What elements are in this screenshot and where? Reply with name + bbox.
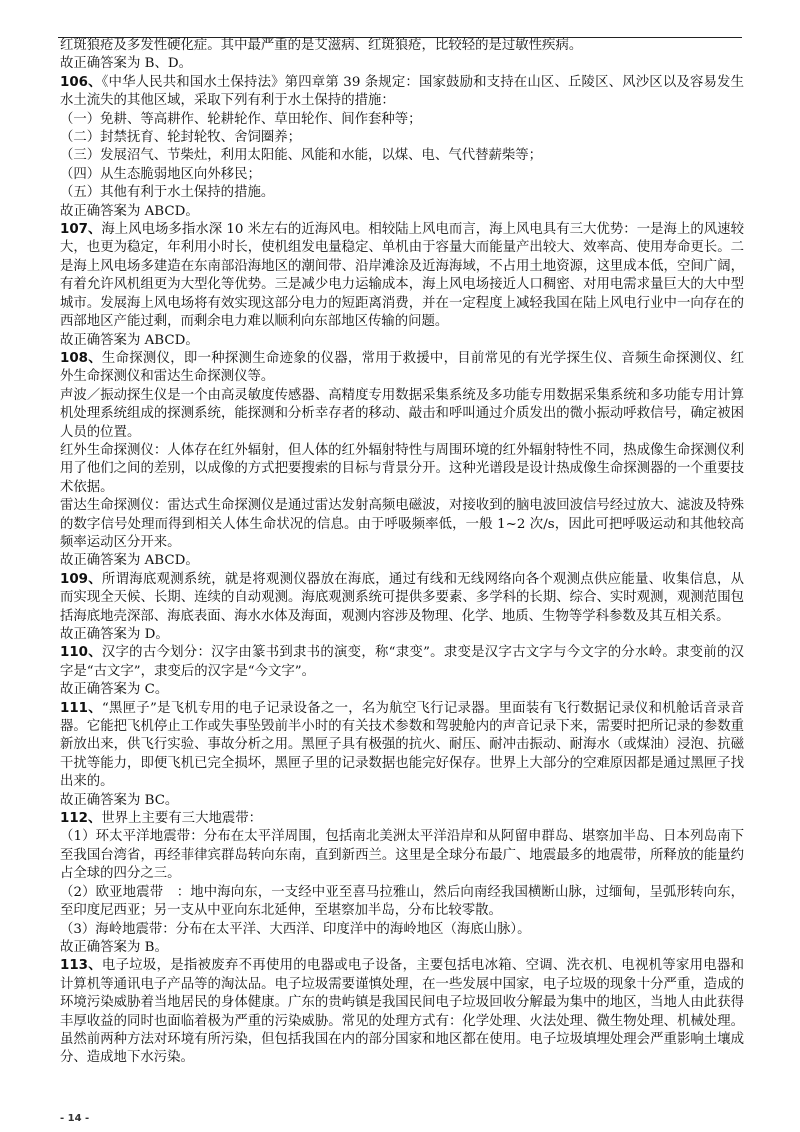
answer-line: 故正确答案为 D。 [60, 627, 169, 642]
question-body: 世界上主要有三大地震带： [101, 811, 263, 827]
question-text [60, 957, 744, 1067]
question-number: 112、 [60, 811, 102, 827]
question-text [60, 74, 744, 111]
question-text [60, 810, 744, 828]
question-number: 110、 [60, 645, 102, 661]
question-body: 《中华人民共和国水土保持法》第四章第 39 条规定：国家鼓励和支持在山区、丘陵区、风沙区以及容易发生水土流失的其他区域，采取下列有利于水土保持的措施： [60, 74, 744, 109]
explanation-paragraph: 雷达生命探测仪：雷达式生命探测仪是通过雷达发射高频电磁波，对接收到的脑电波回波信号经过放大、滤波及特殊的数字信号处理而得到相关人体生命状况的信息。由于呼吸频率低，一般 1~2 次/s，因此可把呼吸运动和其他较高频率运动区分开来。 [60, 498, 744, 550]
explanation-paragraph: （2）欧亚地震带 ：地中海向东，一支经中亚至喜马拉雅山，然后向南经我国横断山脉，过缅甸，呈弧形转向东，至印度尼西亚；另一支从中亚向东北延伸，至堪察加半岛，分布比较零散。 [60, 884, 744, 919]
continuation-answer: 故正确答案为 B、D。 [60, 56, 192, 72]
question-block [60, 700, 744, 810]
answer-line: 故正确答案为 BC。 [60, 792, 179, 808]
explanation-paragraph: （四）从生态脆弱地区向外移民； [60, 166, 261, 182]
question-number: 111、 [60, 700, 102, 716]
question-block [60, 221, 744, 350]
question-text [60, 350, 744, 387]
answer-line: 故正确答案为 ABCD。 [60, 203, 199, 219]
question-body: 海上风电场多指水深 10 米左右的近海风电。相较陆上风电而言，海上风电具有三大优势：一是海上的风速较大，也更为稳定，年利用小时长，使机组发电量稳定、单机由于容量大而能量产出较大、效率高、使用寿命更长。二是海上风电场多建造在东南部沿海地区的潮间带、沿岸滩涂及近海海域，不占用土地资源，这里成本低，空间广阔，有着允许风机组更为大型化等优势。三是减少电力运输成本，海上风电场接近人口稠密、对用电需求量巨大的大中型城市。发展海上风电场将有效实现这部分电力的短距离消费，并在一定程度上减轻我国在陆上风电行业中一向存在的西部地区产能过剩，而剩余电力难以顺利向东部地区传输的问题。 [60, 222, 744, 330]
answer-line: 故正确答案为 C。 [60, 682, 169, 698]
question-text [60, 700, 744, 792]
question-text [60, 221, 744, 331]
page-number: - 14 - [60, 1113, 90, 1124]
question-body: 所谓海底观测系统，就是将观测仪器放在海底，通过有线和无线网络向各个观测点供应能量、收集信息，从而实现全天候、长期、连续的自动观测。海底观测系统可提供多要素、多学科的长期、综合、实时观测，观测范围包括海底地壳深部、海底表面、海水水体及海面，观测内容涉及物理、化学、地质、生物等学科参数及其互相关系。 [60, 571, 745, 624]
explanation-paragraph: （二）封禁抚育、轮封轮牧、舍饲圈养； [60, 130, 302, 146]
explanation-paragraph: （3）海岭地震带：分布在太平洋、大西洋、印度洋中的海岭地区（海底山脉）。 [60, 921, 531, 937]
answer-line: 故正确答案为 ABCD。 [60, 332, 199, 348]
explanation-paragraph: （一）免耕、等高耕作、轮耕轮作、草田轮作、间作套种等； [60, 111, 422, 127]
answer-line: 故正确答案为 ABCD。 [60, 553, 199, 569]
explanation-paragraph: （三）发展沼气、节柴灶，利用太阳能、风能和水能，以煤、电、气代替薪柴等； [60, 148, 543, 164]
question-number: 106、 [60, 74, 102, 90]
question-number: 107、 [60, 222, 102, 238]
question-body: 生命探测仪，即一种探测生命迹象的仪器，常用于救援中，目前常见的有光学探生仪、音频生命探测仪、红外生命探测仪和雷达生命探测仪等。 [60, 350, 745, 385]
question-block [60, 957, 744, 1067]
question-block [60, 810, 744, 957]
explanation-paragraph: （1）环太平洋地震带：分布在太平洋周围，包括南北美洲太平洋沿岸和从阿留申群岛、堪察加半岛、日本列岛南下至我国台湾省，再经菲律宾群岛转向东南，直到新西兰。这里是全球分布最广、地震最多的地震带，所释放的能量约占全球的四分之三。 [60, 829, 744, 882]
explanation-paragraph: （五）其他有利于水土保持的措施。 [60, 185, 275, 201]
page-content [60, 37, 744, 1068]
question-body: 汉字的古今划分：汉字由篆书到隶书的演变，称“隶变”。隶变是汉字古文字与今文字的分水岭。隶变前的汉字是“古文字”，隶变后的汉字是“今文字”。 [60, 645, 744, 679]
question-block [60, 644, 744, 699]
explanation-paragraph: 红外生命探测仪：人体存在红外辐射，但人体的红外辐射特性与周围环境的红外辐射特性不同，热成像生命探测仪利用了他们之间的差别，以成像的方式把要搜索的目标与背景分开。这种光谱段是设计热成像生命探测器的一个重要技术依据。 [60, 442, 744, 495]
explanation-paragraph: 声波／振动探生仪是一个由高灵敏度传感器、高精度专用数据采集系统及多功能专用数据采集系统和多功能专用计算机处理系统组成的探测系统，能探测和分析幸存者的移动、敲击和呼叫通过介质发出的微小振动呼救信号，确定被困人员的位置。 [60, 387, 744, 440]
continuation-line: 红斑狼疮及多发性硬化症。其中最严重的是艾滋病、红斑狼疮，比较轻的是过敏性疾病。 [60, 38, 583, 53]
question-text [60, 644, 744, 681]
question-block [60, 571, 744, 645]
question-block [60, 350, 744, 571]
question-text [60, 571, 744, 626]
answer-line: 故正确答案为 B。 [60, 939, 168, 955]
question-number: 108、 [60, 350, 102, 366]
question-number: 109、 [60, 571, 102, 587]
question-block [60, 74, 744, 221]
question-list [60, 74, 744, 1068]
question-body: “黑匣子”是飞机专用的电子记录设备之一，名为航空飞行记录器。里面装有飞行数据记录仪和机舱话音录音器。它能把飞机停止工作或失事坠毁前半小时的有关技术参数和驾驶舱内的声音记录下来，需要时把所记录的参数重新放出来，供飞行实验、事故分析之用。黑匣子具有极强的抗火、耐压、耐冲击振动、耐海水（或煤油）浸泡、抗磁干扰等能力，即便飞机已完全损坏，黑匣子里的记录数据也能完好保存。世界上大部分的空难原因都是通过黑匣子找出来的。 [60, 700, 744, 790]
question-body: 电子垃圾，是指被废弃不再使用的电器或电子设备，主要包括电冰箱、空调、洗衣机、电视机等家用电器和计算机等通讯电子产品等的淘汰品。电子垃圾需要谨慎处理，在一些发展中国家，电子垃圾的现象十分严重，造成的环境污染威胁着当地居民的身体健康。广东的贵屿镇是我国民间电子垃圾回收分解最为集中的地区，当地人由此获得丰厚收益的同时也面临着极为严重的污染威胁。常见的处理方式有：化学处理、火法处理、微生物处理、机械处理。虽然前两种方法对环境有所污染，但包括我国在内的部分国家和地区都在使用。电子垃圾填埋处理会严重影响土壤成分、造成地下水污染。 [60, 958, 745, 1066]
question-number: 113、 [60, 958, 102, 974]
